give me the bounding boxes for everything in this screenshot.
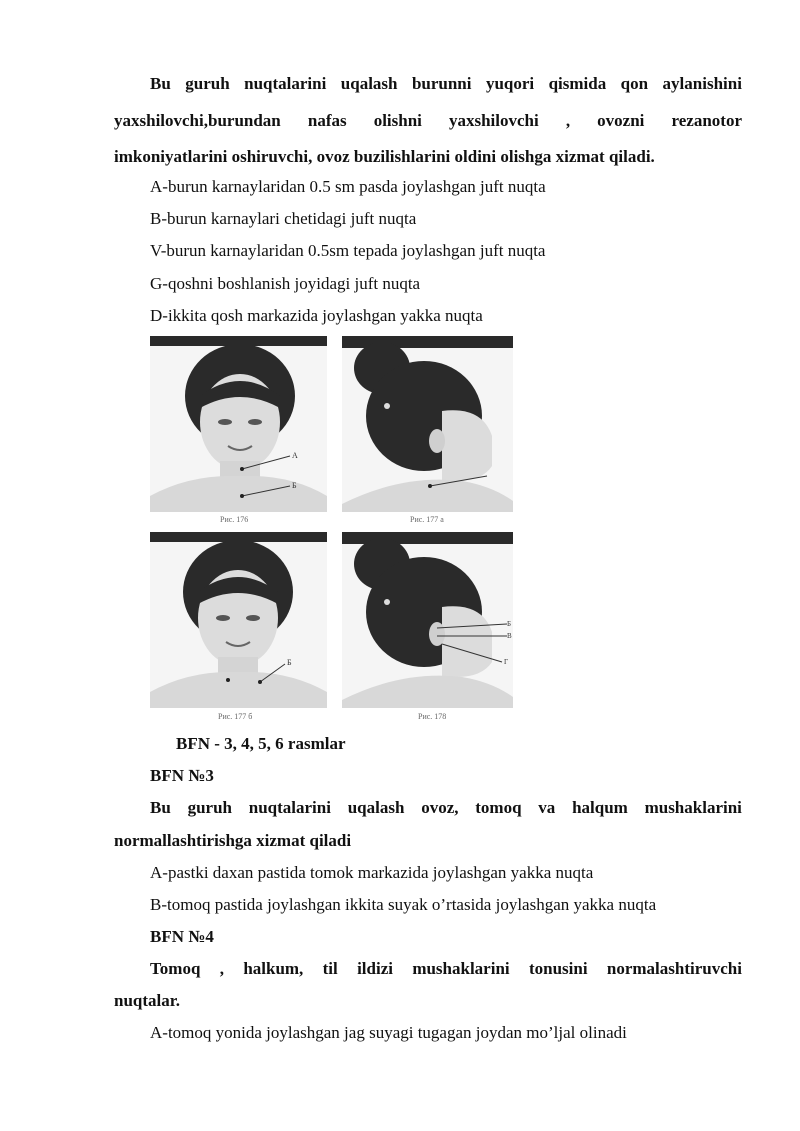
fig3-label-b: Б <box>287 658 292 667</box>
figure-profile-2 <box>342 532 513 708</box>
word: Tomoq <box>150 959 201 978</box>
point-a: A-burun karnaylaridan 0.5 sm pasda joylashgan juft nuqta <box>150 177 546 196</box>
figure-caption-1: Рис. 176 <box>220 515 249 524</box>
word: halkum, <box>243 959 304 978</box>
bfn4-desc-line-2: nuqtalar. <box>114 991 180 1010</box>
word: , <box>565 111 571 130</box>
fig4-label-v: В <box>507 632 512 640</box>
word: yaxshilovchi,burundan <box>114 111 281 130</box>
word: normalashtiruvchi <box>606 959 742 978</box>
intro-line-2 <box>114 110 742 132</box>
figure-caption-3: Рис. 177 б <box>218 712 253 721</box>
word: uqalash <box>340 74 398 93</box>
intro-line-3: imkoniyatlarini oshiruvchi, ovoz buzilishlarini oldini olishga xizmat qiladi. <box>114 147 655 166</box>
fig1-label-a: A <box>292 451 298 460</box>
bfn3-desc-line-2: normallashtirishga xizmat qiladi <box>114 831 352 850</box>
fig4-label-b: Б <box>507 620 512 628</box>
word: yuqori <box>485 74 535 93</box>
bfn3-point-b: B-tomoq pastida joylashgan ikkita suyak o’rtasida joylashgan yakka nuqta <box>150 895 657 914</box>
word: tonusini <box>528 959 588 978</box>
figures-title: BFN - 3, 4, 5, 6 rasmlar <box>176 734 346 753</box>
point-d: D-ikkita qosh markazida joylashgan yakka nuqta <box>150 306 483 325</box>
word: qismida <box>548 74 607 93</box>
word: tomoq <box>475 798 522 817</box>
bfn3-desc-line-1 <box>150 797 742 819</box>
word: qon <box>620 74 649 93</box>
point-b: B-burun karnaylari chetidagi juft nuqta <box>150 209 417 228</box>
bfn4-desc-line-1 <box>150 958 742 980</box>
word: nuqtalarini <box>248 798 331 817</box>
point-v: V-burun karnaylaridan 0.5sm tepada joylashgan juft nuqta <box>150 241 546 260</box>
figure-caption-2: Рис. 177 а <box>410 515 444 524</box>
point-g: G-qoshni boshlanish joyidagi juft nuqta <box>150 274 421 293</box>
word: yaxshilovchi <box>448 111 539 130</box>
word: Bu <box>150 798 171 817</box>
word: rezanotor <box>671 111 742 130</box>
word: Bu <box>150 74 171 93</box>
figure-front-face-2 <box>150 532 327 708</box>
word: halqum <box>572 798 628 817</box>
fig4-label-g: Г <box>504 658 509 666</box>
word: ovoz, <box>421 798 459 817</box>
word: , <box>219 959 224 978</box>
figure-caption-4: Рис. 178 <box>418 712 447 721</box>
word: ovozni <box>597 111 645 130</box>
word: guruh <box>187 798 232 817</box>
figure-profile-1 <box>342 336 513 512</box>
bfn3-heading: BFN №3 <box>150 766 214 785</box>
word: aylanishini <box>662 74 742 93</box>
bfn4-heading: BFN №4 <box>150 927 214 946</box>
bfn3-point-a: A-pastki daxan pastida tomok markazida joylashgan yakka nuqta <box>150 863 594 882</box>
word: nuqtalarini <box>244 74 327 93</box>
word: mushaklarini <box>644 798 742 817</box>
word: til <box>322 959 338 978</box>
bfn4-point-a: A-tomoq yonida joylashgan jag suyagi tugagan joydan mo’ljal olinadi <box>150 1023 627 1042</box>
word: guruh <box>185 74 230 93</box>
word: ildizi <box>357 959 393 978</box>
word: nafas <box>307 111 347 130</box>
fig1-label-b: Б <box>292 481 297 490</box>
figure-front-face-1 <box>150 336 327 512</box>
intro-line-1 <box>150 73 742 95</box>
word: va <box>538 798 556 817</box>
word: burunni <box>411 74 472 93</box>
word: olishni <box>373 111 422 130</box>
word: uqalash <box>347 798 405 817</box>
word: mushaklarini <box>412 959 510 978</box>
